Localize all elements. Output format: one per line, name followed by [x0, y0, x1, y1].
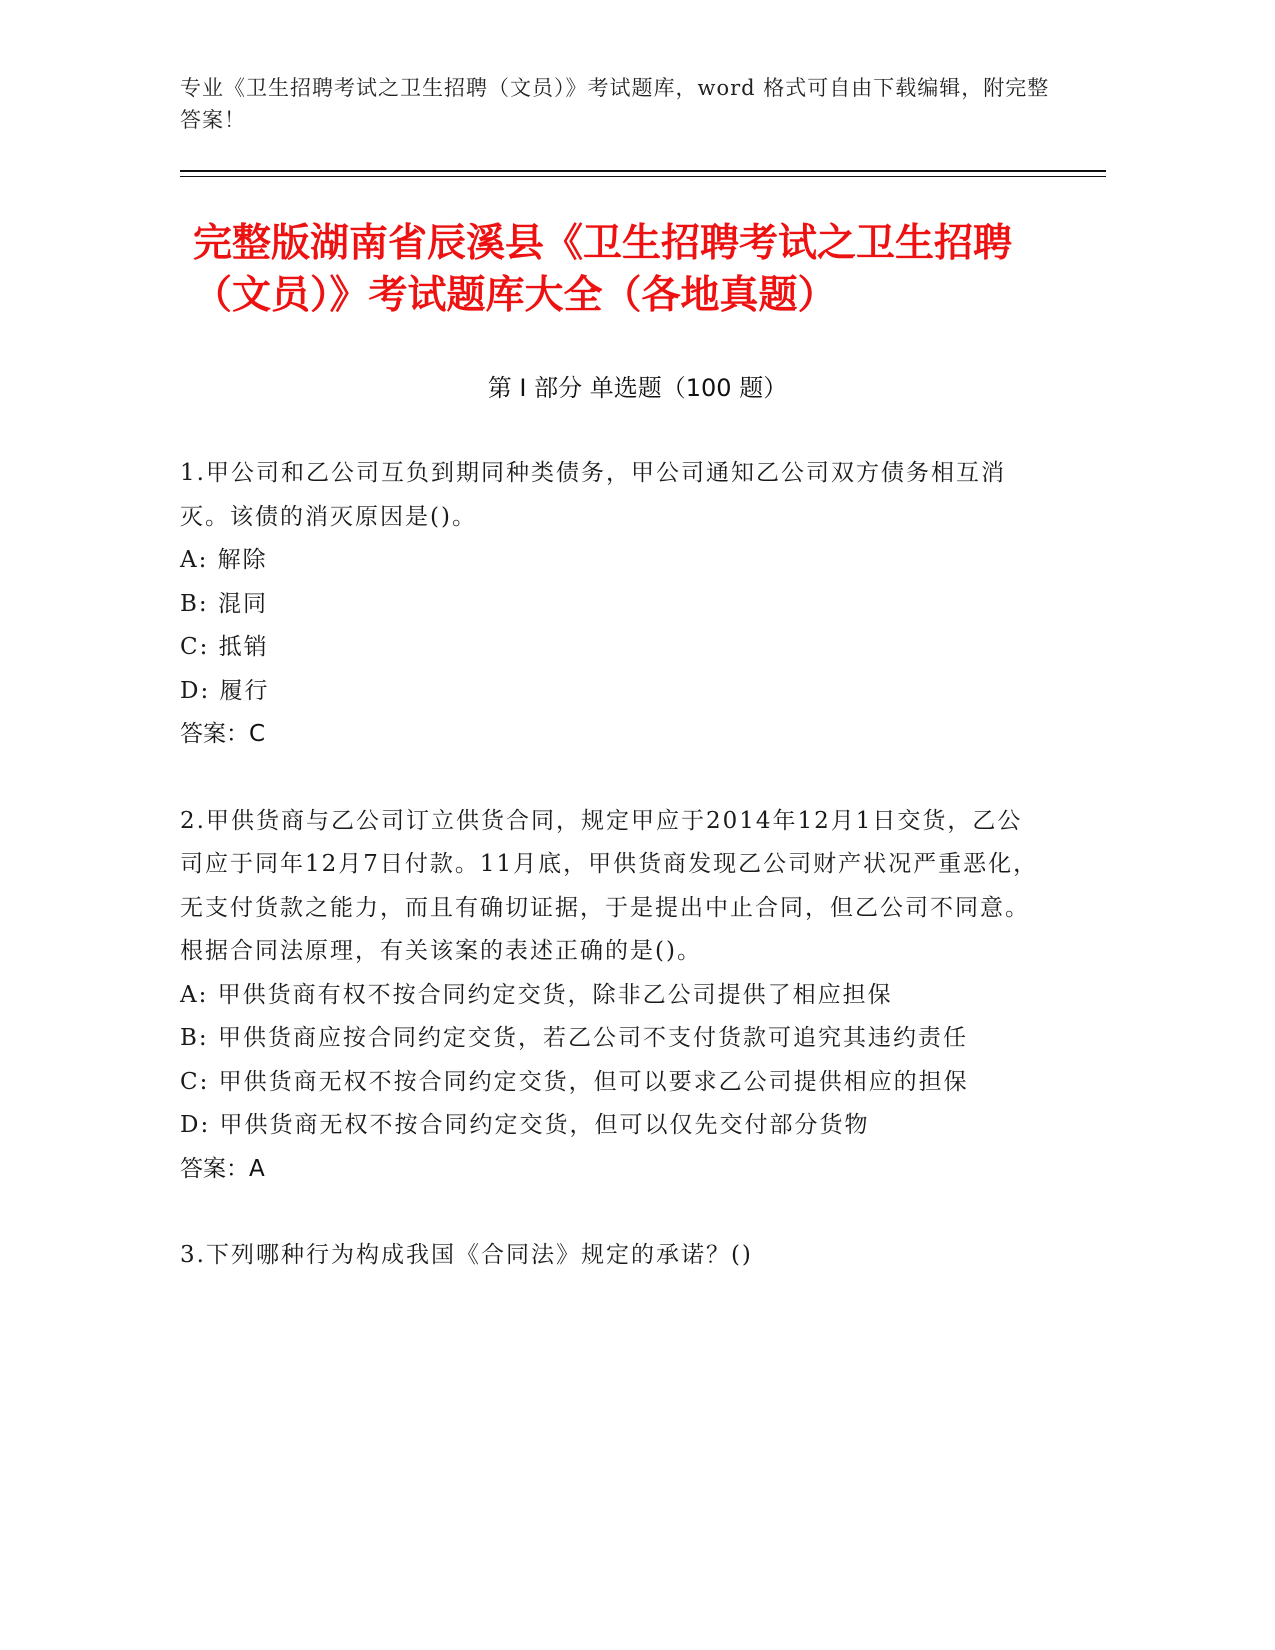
document-title: 完整版湖南省辰溪县《卫生招聘考试之卫生招聘（文员）》考试题库大全（各地真题）	[193, 221, 1013, 318]
question-stem: 3.下列哪种行为构成我国《合同法》规定的承诺？()	[180, 1242, 753, 1268]
header-divider-thin	[180, 176, 1106, 177]
question-stem: 2.甲供货商与乙公司订立供货合同，规定甲应于2014年12月1日交货，乙公司应于同年12月7日付款。11月底，甲供货商发现乙公司财产状况严重恶化，无支付货款之能力，而且有确切证据，于是提出中止合同，但乙公司不同意。根据合同法原理，有关该案的表述正确的是()。	[180, 807, 1039, 964]
option-c: C: 甲供货商无权不按合同约定交货，但可以要求乙公司提供相应的担保	[180, 1068, 969, 1095]
question-stem: 1.甲公司和乙公司互负到期同种类债务，甲公司通知乙公司双方债务相互消灭。该债的消灭原因是()。	[180, 460, 1006, 530]
question-2	[180, 800, 1040, 1192]
question-1	[180, 452, 1040, 757]
option-c: C: 抵销	[180, 634, 269, 660]
option-d: D: 甲供货商无权不按合同约定交货，但可以仅先交付部分货物	[180, 1112, 870, 1138]
question-3	[180, 1234, 1040, 1278]
answer: 答案：A	[180, 1155, 265, 1182]
question-list	[180, 452, 1040, 1321]
option-a: A: 甲供货商有权不按合同约定交货，除非乙公司提供了相应担保	[180, 981, 893, 1008]
option-b: B: 混同	[180, 590, 268, 617]
option-d: D: 履行	[180, 677, 270, 704]
section-heading: 第 I 部分 单选题（100 题）	[487, 374, 788, 402]
header-note: 专业《卫生招聘考试之卫生招聘（文员）》考试题库，word 格式可自由下载编辑，附完整答案！	[180, 76, 1050, 132]
option-b: B: 甲供货商应按合同约定交货，若乙公司不支付货款可追究其违约责任	[180, 1025, 968, 1051]
option-a: A: 解除	[180, 547, 268, 573]
answer: 答案：C	[180, 721, 266, 747]
header-divider-thick	[180, 170, 1106, 172]
